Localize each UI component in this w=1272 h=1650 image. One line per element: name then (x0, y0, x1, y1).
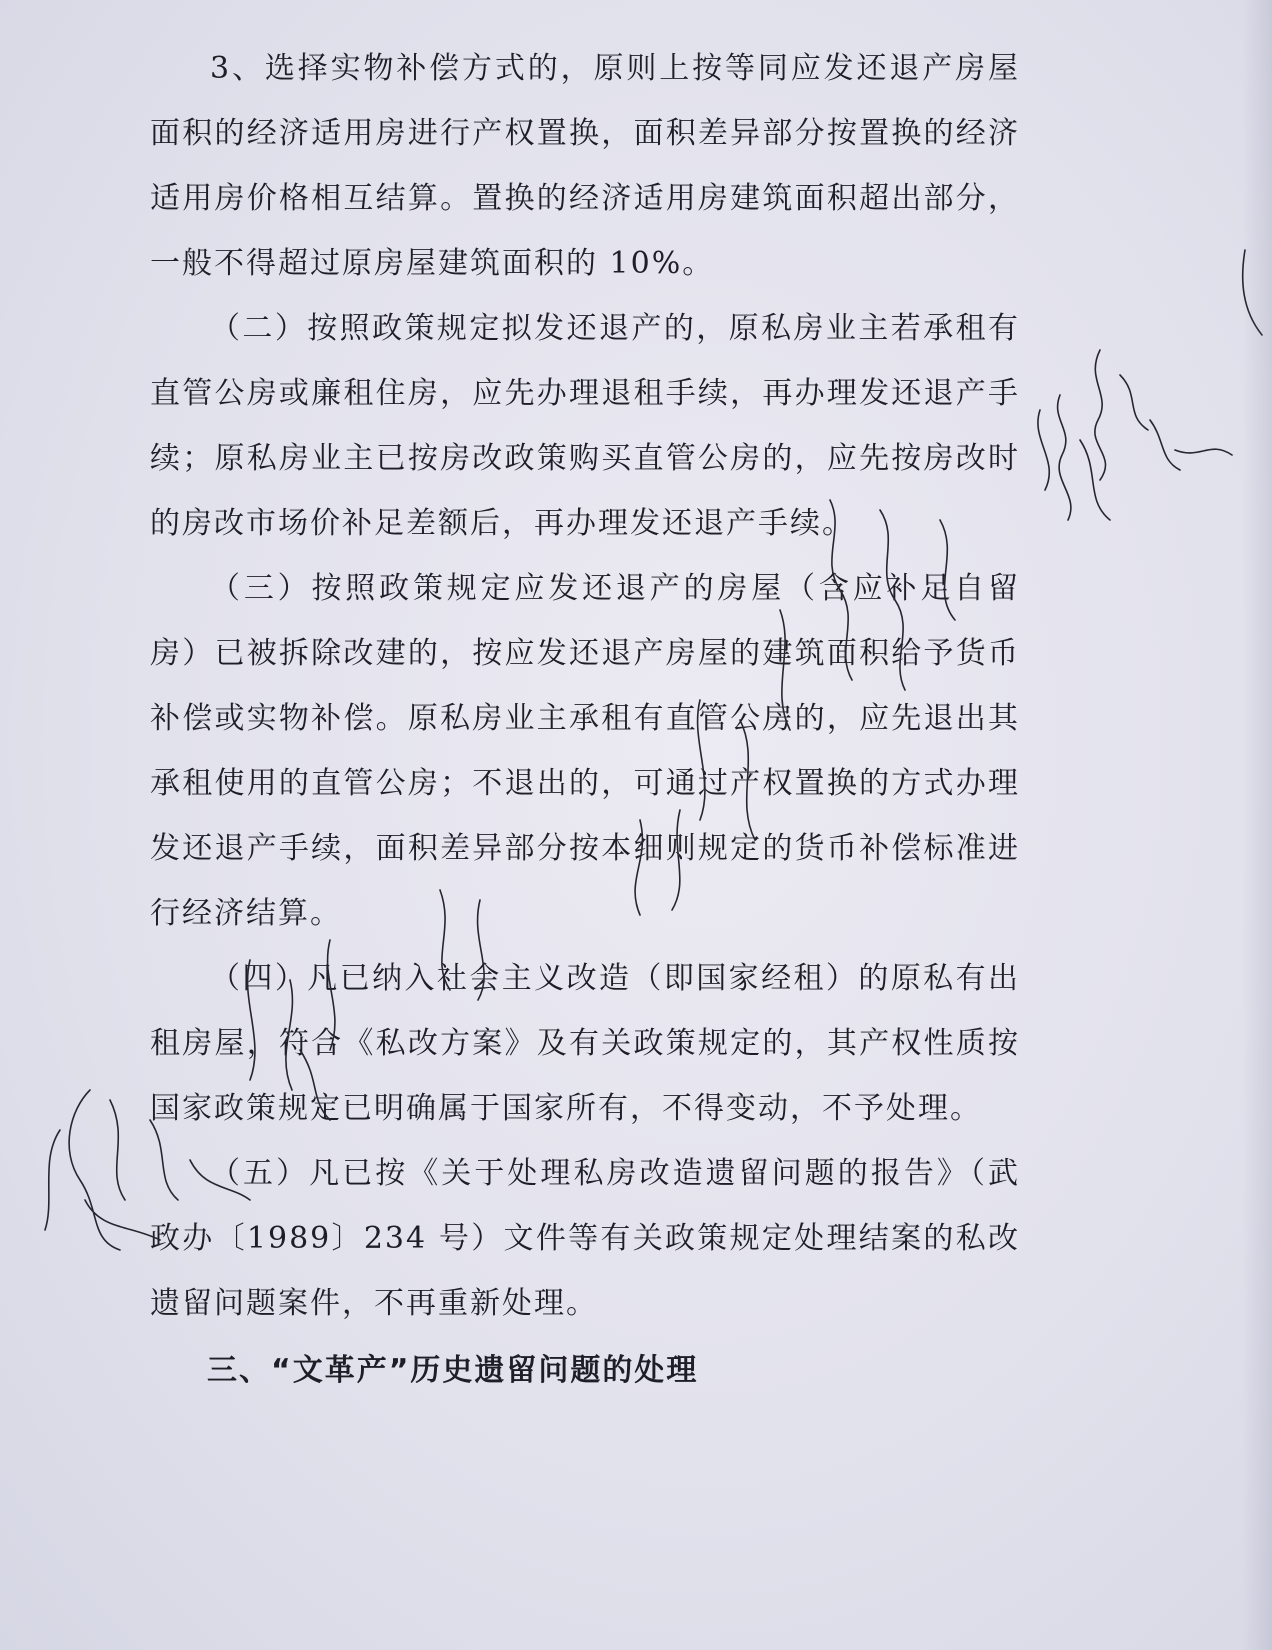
paragraph-section-4: （四）凡已纳入社会主义改造（即国家经租）的原私有出租房屋，符合《私改方案》及有关政策规定的，其产权性质按国家政策规定已明确属于国家所有，不得变动，不予处理。 (150, 961, 1020, 1126)
paragraph-item-3: 3、选择实物补偿方式的，原则上按等同应发还退产房屋面积的经济适用房进行产权置换，面积差异部分按置换的经济适用房价格相互结算。置换的经济适用房建筑面积超出部分，一般不得超过原房屋建筑面积的 10%。 (150, 51, 1020, 281)
section-heading: 三、“文革产”历史遗留问题的处理 (207, 1353, 699, 1388)
paragraph-section-3: （三）按照政策规定应发还退产的房屋（含应补足自留房）已被拆除改建的，按应发还退产房屋的建筑面积给予货币补偿或实物补偿。原私房业主承租有直管公房的，应先退出其承租使用的直管公房；不退出的，可通过产权置换的方式办理发还退产手续，面积差异部分按本细则规定的货币补偿标准进行经济结算。 (150, 571, 1020, 931)
paragraph-section-2: （二）按照政策规定拟发还退产的，原私房业主若承租有直管公房或廉租住房，应先办理退租手续，再办理发还退产手续；原私房业主已按房改政策购买直管公房的，应先按房改时的房改市场价补足差额后，再办理发还退产手续。 (150, 311, 1020, 541)
page-edge-shadow (1242, 0, 1272, 1650)
document-body (150, 36, 1020, 1403)
scribble-right-margin (1038, 350, 1232, 520)
paragraph-section-5: （五）凡已按《关于处理私房改造遗留问题的报告》（武政办〔1989〕234 号）文件等有关政策规定处理结案的私改遗留问题案件，不再重新处理。 (150, 1156, 1020, 1321)
